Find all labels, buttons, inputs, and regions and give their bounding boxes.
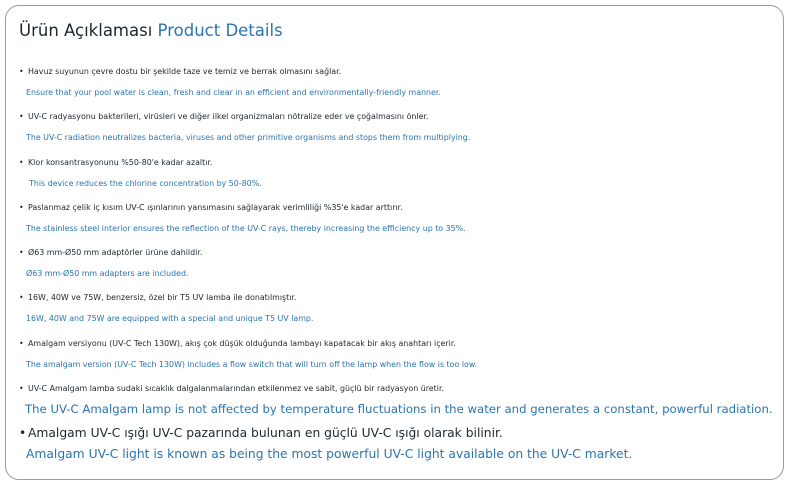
feature-item [19, 242, 773, 287]
bullet-icon: • [19, 426, 27, 441]
feature-item [19, 423, 773, 468]
bullet-icon: • [19, 67, 24, 76]
heading-english: Product Details [157, 21, 283, 40]
feature-turkish-line [19, 287, 773, 308]
feature-english-text: Amalgam UV-C light is known as being the most powerful UV-C light available on the UV-C market. [26, 447, 633, 462]
bullet-icon: • [19, 293, 24, 303]
feature-item [19, 61, 773, 106]
feature-item [19, 197, 773, 242]
feature-turkish-line [19, 61, 773, 82]
feature-item [19, 106, 773, 151]
feature-turkish-text: 16W, 40W ve 75W, benzersiz, özel bir T5 UV lamba ile donatılmıştır. [28, 293, 297, 303]
feature-english-text: The amalgam version (UV-C Tech 130W) includes a flow switch that will turn off the lamp when the flow is too low. [26, 359, 478, 369]
feature-english-text: The UV-C radiation neutralizes bacteria, viruses and other primitive organisms and stops them from multiplying. [26, 133, 471, 143]
feature-english-text: The stainless steel interior ensures the reflection of the UV-C rays, thereby increasing the efficiency up to 35%. [26, 223, 466, 233]
feature-english-text: 16W, 40W and 75W are equipped with a special and unique T5 UV lamp. [26, 314, 314, 324]
bullet-icon: • [19, 112, 24, 122]
feature-item [19, 152, 773, 197]
feature-turkish-text: Paslanmaz çelik iç kısım UV-C ışınlarının yansımasını sağlayarak verimliliği %35'e kadar arttırır. [28, 202, 403, 212]
feature-list [19, 61, 773, 469]
feature-turkish-text: Klor konsantrasyonunu %50-80'e kadar azaltır. [28, 157, 213, 167]
feature-turkish-line [19, 378, 773, 399]
feature-item [19, 333, 773, 378]
bullet-icon: • [19, 248, 24, 258]
feature-turkish-text: UV-C radyasyonu bakterileri, virüsleri ve diğer ilkel organizmaları nötralize eder ve çoğalmasını önler. [28, 112, 429, 122]
feature-turkish-line [19, 423, 773, 444]
feature-english-text: Ø63 mm-Ø50 mm adapters are included. [26, 269, 189, 279]
feature-turkish-line [19, 333, 773, 354]
feature-turkish-line [19, 197, 773, 218]
feature-english-text: The UV-C Amalgam lamp is not affected by temperature fluctuations in the water and generates a constant, powerful radiation. [25, 402, 773, 417]
feature-turkish-text: Amalgam UV-C ışığı UV-C pazarında bulunan en güçlü UV-C ışığı olarak bilinir. [28, 426, 503, 441]
feature-item [19, 287, 773, 332]
section-heading [19, 20, 283, 42]
feature-turkish-text: Ø63 mm-Ø50 mm adaptörler ürüne dahildir. [28, 248, 203, 258]
feature-turkish-line [19, 152, 773, 173]
feature-turkish-line [19, 106, 773, 127]
feature-turkish-text: UV-C Amalgam lamba sudaki sıcaklık dalgalanmalarından etkilenmez ve sabit, güçlü bir radyasyon üretir. [28, 384, 444, 394]
feature-turkish-text: Amalgam versiyonu (UV-C Tech 130W), akış çok düşük olduğunda lambayı kapatacak bir akış anahtarı içerir. [28, 338, 456, 348]
feature-item [19, 378, 773, 423]
bullet-icon: • [19, 384, 24, 394]
feature-english-text: This device reduces the chlorine concentration by 50-80%. [29, 178, 262, 188]
feature-english-text: Ensure that your pool water is clean, fresh and clear in an efficient and environmentally-friendly manner. [26, 88, 441, 97]
feature-turkish-text: Havuz suyunun çevre dostu bir şekilde taze ve temiz ve berrak olmasını sağlar. [28, 67, 342, 76]
bullet-icon: • [19, 157, 24, 167]
heading-turkish: Ürün Açıklaması [19, 21, 153, 40]
bullet-icon: • [19, 338, 24, 348]
bullet-icon: • [19, 202, 24, 212]
feature-turkish-line [19, 242, 773, 263]
